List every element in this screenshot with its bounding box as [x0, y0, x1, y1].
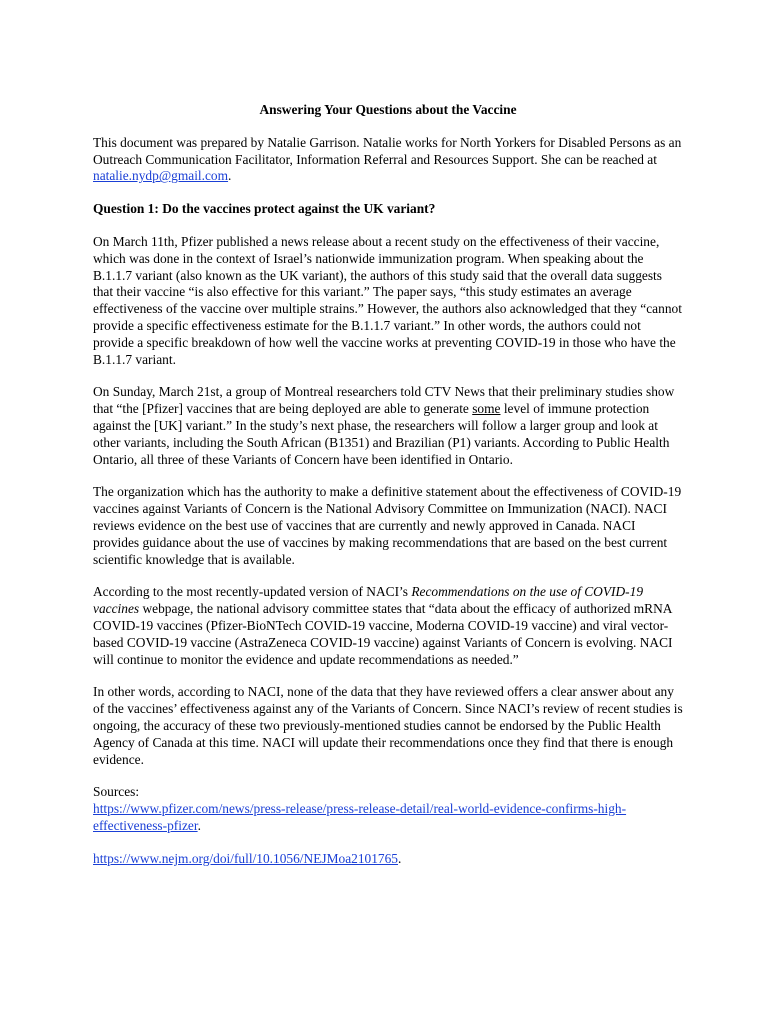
source-link-nejm[interactable]: https://www.nejm.org/doi/full/10.1056/NEJMoa2101765	[93, 850, 399, 866]
paragraph-in-other-words: In other words, according to NACI, none of the data that they have reviewed offers a clear answer about any of the vaccines’ effectiveness against any of the Variants of Concern. Since NACI’s review of recent studies is ongoing, the accuracy of these two previously-mentioned studies cannot be endorsed by the Public Health Agency of Canada at this time. NACI will update their recommendations once they find that there is enough evidence.	[93, 684, 683, 767]
source-link-nejm-end: .	[398, 850, 402, 866]
email-link[interactable]: natalie.nydp@gmail.com	[93, 168, 229, 184]
paragraph-naci-authority: The organization which has the authority to make a definitive statement about the effectiveness of COVID-19 vaccines against Variants of Concern is the National Advisory Committee on Immunization (NACI). NACI reviews evidence on the best use of vaccines that are currently and newly approved in Canada. NACI provides guidance about the use of vaccines by making recommendations that are based on the best current scientific knowledge that is available.	[93, 484, 682, 567]
source-link-pfizer-end: .	[197, 817, 201, 833]
document-title: Answering Your Questions about the Vaccine	[259, 102, 517, 117]
source-nejm	[93, 851, 683, 868]
paragraph-naci-recommendations	[93, 584, 683, 668]
para2-underlined: some	[472, 401, 501, 417]
para4-before: According to the most recently-updated version of NACI’s	[93, 584, 412, 600]
para2-before: On Sunday, March 21st, a group of Montreal researchers told CTV News that their preliminary studies show that “the [Pfizer] vaccines that are being deployed are able to generate	[93, 384, 675, 417]
para2-after: level of immune protection against the [UK] variant.” In the study’s next phase, the researchers will follow a larger group and look at other variants, including the South African (B1351) and Brazilian (P1) variants. According to Public Health Ontario, all three of these Variants of Concern have been identified in Ontario.	[93, 401, 670, 467]
intro-end: .	[228, 168, 232, 184]
question-1-heading: Question 1: Do the vaccines protect against the UK variant?	[93, 201, 436, 217]
intro-text: This document was prepared by Natalie Garrison. Natalie works for North Yorkers for Disabled Persons as an Outreach Communication Facilitator, Information Referral and Resources Support. She can be reached at	[93, 134, 682, 167]
paragraph-pfizer-study: On March 11th, Pfizer published a news release about a recent study on the effectiveness of their vaccine, which was done in the context of Israel’s nationwide immunization program. When speaking about the B.1.1.7 variant (also known as the UK variant), the authors of this study said that the overall data suggests that their vaccine “is also effective for this variant.” The paper says, “this study estimates an average effectiveness of the vaccine over multiple strains.” However, the authors also acknowledged that they “cannot provide a specific effectiveness estimate for the B.1.1.7 variant.” In other words, the authors could not provide a specific breakdown of how well the vaccine works at preventing COVID-19 in those who have the B.1.1.7 variant.	[93, 233, 682, 367]
paragraph-montreal-researchers	[93, 384, 683, 468]
sources-label: Sources:	[93, 784, 140, 800]
source-link-pfizer[interactable]: https://www.pfizer.com/news/press-release/press-release-detail/real-world-evidence-confirms-high-effectiveness-pfizer	[93, 801, 627, 833]
para4-after: webpage, the national advisory committee states that “data about the efficacy of authorized mRNA COVID-19 vaccines (Pfizer-BioNTech COVID-19 vaccine, Moderna COVID-19 vaccine) and viral vector-based COVID-19 vaccine (AstraZeneca COVID-19 vaccine) against Variants of Concern is evolving. NACI will continue to monitor the evidence and update recommendations as needed.”	[93, 601, 673, 667]
intro-paragraph	[93, 135, 683, 185]
sources-block	[93, 784, 683, 834]
document-page	[93, 102, 683, 883]
para4-italic-title: Recommendations on the use of COVID-19 vaccines	[93, 584, 644, 617]
